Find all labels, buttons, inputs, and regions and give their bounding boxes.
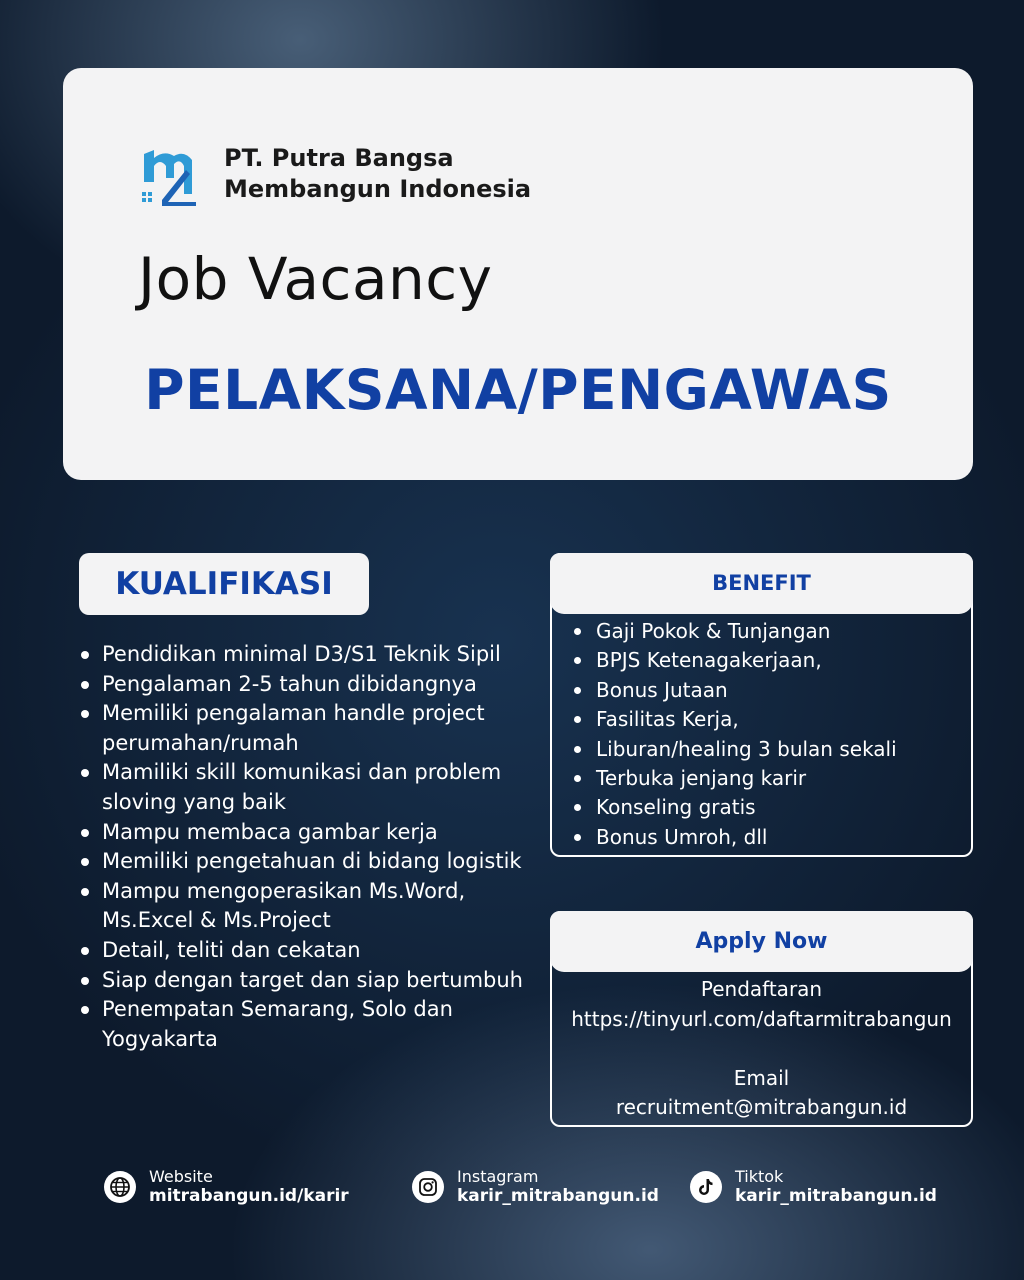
benefit-list (572, 617, 962, 852)
footer-instagram-value[interactable]: karir_mitrabangun.id (457, 1186, 659, 1206)
company-logo-icon (140, 148, 200, 206)
registration-label: Pendaftaran (700, 977, 823, 1001)
list-item: Bonus Umroh, dll (572, 823, 962, 852)
email-label: Email (733, 1065, 790, 1090)
list-item: Terbuka jenjang karir (572, 764, 962, 793)
footer-website[interactable] (104, 1167, 349, 1206)
footer-tiktok-value[interactable]: karir_mitrabangun.id (735, 1186, 937, 1206)
list-item: Memiliki pengetahuan di bidang logistik (78, 847, 538, 877)
benefit-heading: BENEFIT (550, 553, 973, 614)
footer-instagram[interactable] (412, 1167, 659, 1206)
footer-website-value[interactable]: mitrabangun.id/karir (149, 1186, 349, 1206)
apply-box (550, 911, 973, 1127)
qualifications-list (78, 640, 538, 1054)
list-item: Pengalaman 2-5 tahun dibidangnya (78, 670, 538, 700)
globe-icon (104, 1171, 136, 1203)
qualifications-heading: KUALIFIKASI (79, 553, 369, 615)
list-item: Penempatan Semarang, Solo dan Yogyakarta (78, 995, 538, 1054)
company-name-line2: Membangun Indonesia (224, 175, 532, 203)
list-item: Siap dengan target dan siap bertumbuh (78, 966, 538, 996)
list-item: Detail, teliti dan cekatan (78, 936, 538, 966)
list-item: Mamiliki skill komunikasi dan problem sloving yang baik (78, 758, 538, 817)
apply-details (552, 975, 971, 1123)
tiktok-icon (690, 1171, 722, 1203)
footer-instagram-label: Instagram (457, 1167, 539, 1186)
list-item: Mampu membaca gambar kerja (78, 818, 538, 848)
list-item: Gaji Pokok & Tunjangan (572, 617, 962, 646)
instagram-icon (412, 1171, 444, 1203)
company-name-line1: PT. Putra Bangsa (224, 144, 454, 172)
page-title: Job Vacancy (138, 245, 493, 313)
list-item: Bonus Jutaan (572, 676, 962, 705)
footer-tiktok-label: Tiktok (735, 1167, 784, 1186)
list-item: Mampu mengoperasikan Ms.Word, Ms.Excel & Ms.Project (78, 877, 538, 936)
apply-heading: Apply Now (550, 911, 973, 972)
email-link[interactable]: recruitment@mitrabangun.id (615, 1095, 908, 1120)
footer-website-label: Website (149, 1167, 213, 1186)
registration-link[interactable]: https://tinyurl.com/daftarmitrabangun (571, 1006, 952, 1031)
list-item: Liburan/healing 3 bulan sekali (572, 735, 962, 764)
position-title: PELAKSANA/PENGAWAS (144, 358, 892, 422)
company-name (224, 143, 531, 205)
list-item: Konseling gratis (572, 793, 962, 822)
footer-tiktok[interactable] (690, 1167, 937, 1206)
list-item: BPJS Ketenagakerjaan, (572, 646, 962, 675)
list-item: Fasilitas Kerja, (572, 705, 962, 734)
list-item: Pendidikan minimal D3/S1 Teknik Sipil (78, 640, 538, 670)
list-item: Memiliki pengalaman handle project perumahan/rumah (78, 699, 538, 758)
benefit-box (550, 553, 973, 857)
